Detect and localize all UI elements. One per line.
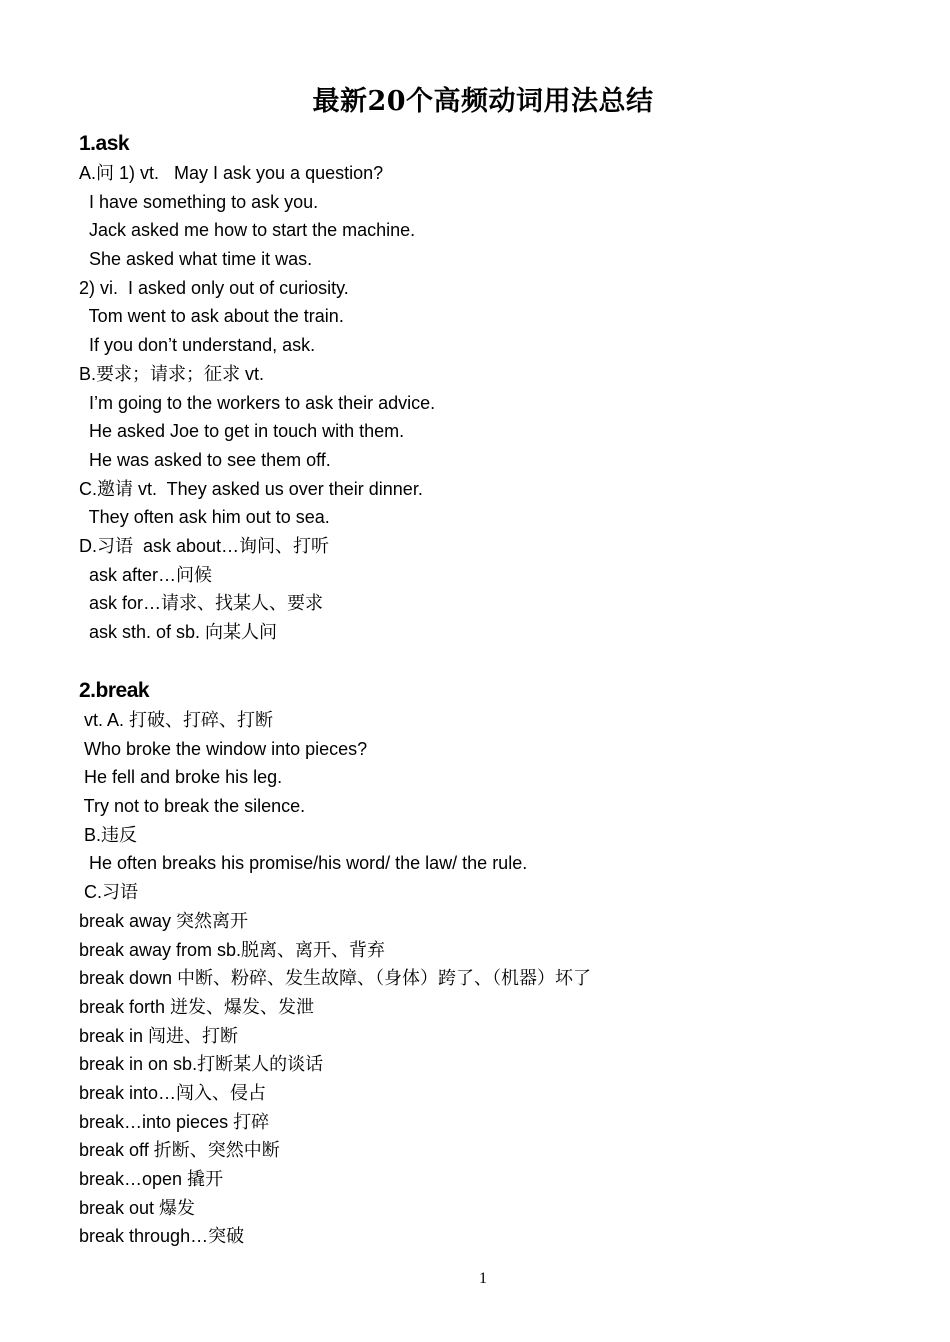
text-line: break in on sb.打断某人的谈话	[79, 1054, 324, 1075]
text-line: break away 突然离开	[79, 910, 249, 931]
text-line: break forth 迸发、爆发、发泄	[79, 996, 315, 1017]
text-line: A.问 1) vt. May I ask you a question?	[79, 163, 384, 183]
text-line: 2) vi. I asked only out of curiosity.	[79, 277, 349, 298]
section-heading: 2.break	[79, 679, 150, 702]
text-line: break…into pieces 打碎	[79, 1111, 270, 1132]
text-line: break in 闯进、打断	[79, 1025, 239, 1046]
page-number: 1	[479, 1270, 487, 1287]
text-line: D.习语 ask about…询问、打听	[79, 535, 330, 556]
text-line: ask for…请求、找某人、要求	[79, 593, 324, 614]
text-line: She asked what time it was.	[79, 249, 313, 270]
text-line: break away from sb.脱离、离开、背弃	[79, 939, 386, 960]
text-line: B.要求；请求；征求 vt.	[79, 363, 265, 384]
text-line: vt. A. 打破、打碎、打断	[79, 710, 274, 730]
text-line: break down 中断、粉碎、发生故障、（身体）跨了、（机器）坏了	[79, 968, 592, 989]
text-line: B.违反	[79, 824, 138, 845]
text-line: ask sth. of sb. 向某人问	[79, 622, 278, 642]
text-line: C.邀请 vt. They asked us over their dinner.	[79, 478, 423, 499]
text-line: break into…闯入、侵占	[79, 1082, 267, 1103]
text-line: He fell and broke his leg.	[79, 767, 283, 788]
text-line: ask after…问候	[79, 564, 213, 585]
text-line: break…open 撬开	[79, 1169, 224, 1189]
page-title: 最新20个高频动词用法总结	[312, 86, 654, 117]
text-line: break out 爆发	[79, 1197, 196, 1218]
text-line: Jack asked me how to start the machine.	[79, 220, 416, 241]
text-line: I have something to ask you.	[79, 191, 319, 212]
text-line: break through…突破	[79, 1226, 245, 1247]
text-line: break off 折断、突然中断	[79, 1140, 280, 1161]
text-line: He was asked to see them off.	[79, 449, 331, 470]
section-heading: 1.ask	[79, 132, 130, 155]
text-line: He often breaks his promise/his word/ the law/ the rule.	[79, 853, 528, 874]
text-line: Tom went to ask about the train.	[79, 306, 344, 327]
text-line: I’m going to the workers to ask their advice.	[79, 392, 436, 413]
text-line: They often ask him out to sea.	[79, 507, 330, 528]
text-line: Who broke the window into pieces?	[79, 738, 368, 759]
text-line: Try not to break the silence.	[79, 796, 306, 817]
text-line: C.习语	[79, 882, 139, 903]
section-ask	[79, 129, 899, 647]
text-line: He asked Joe to get in touch with them.	[79, 421, 405, 442]
text-line: If you don’t understand, ask.	[79, 335, 316, 356]
section-break	[79, 676, 899, 1251]
